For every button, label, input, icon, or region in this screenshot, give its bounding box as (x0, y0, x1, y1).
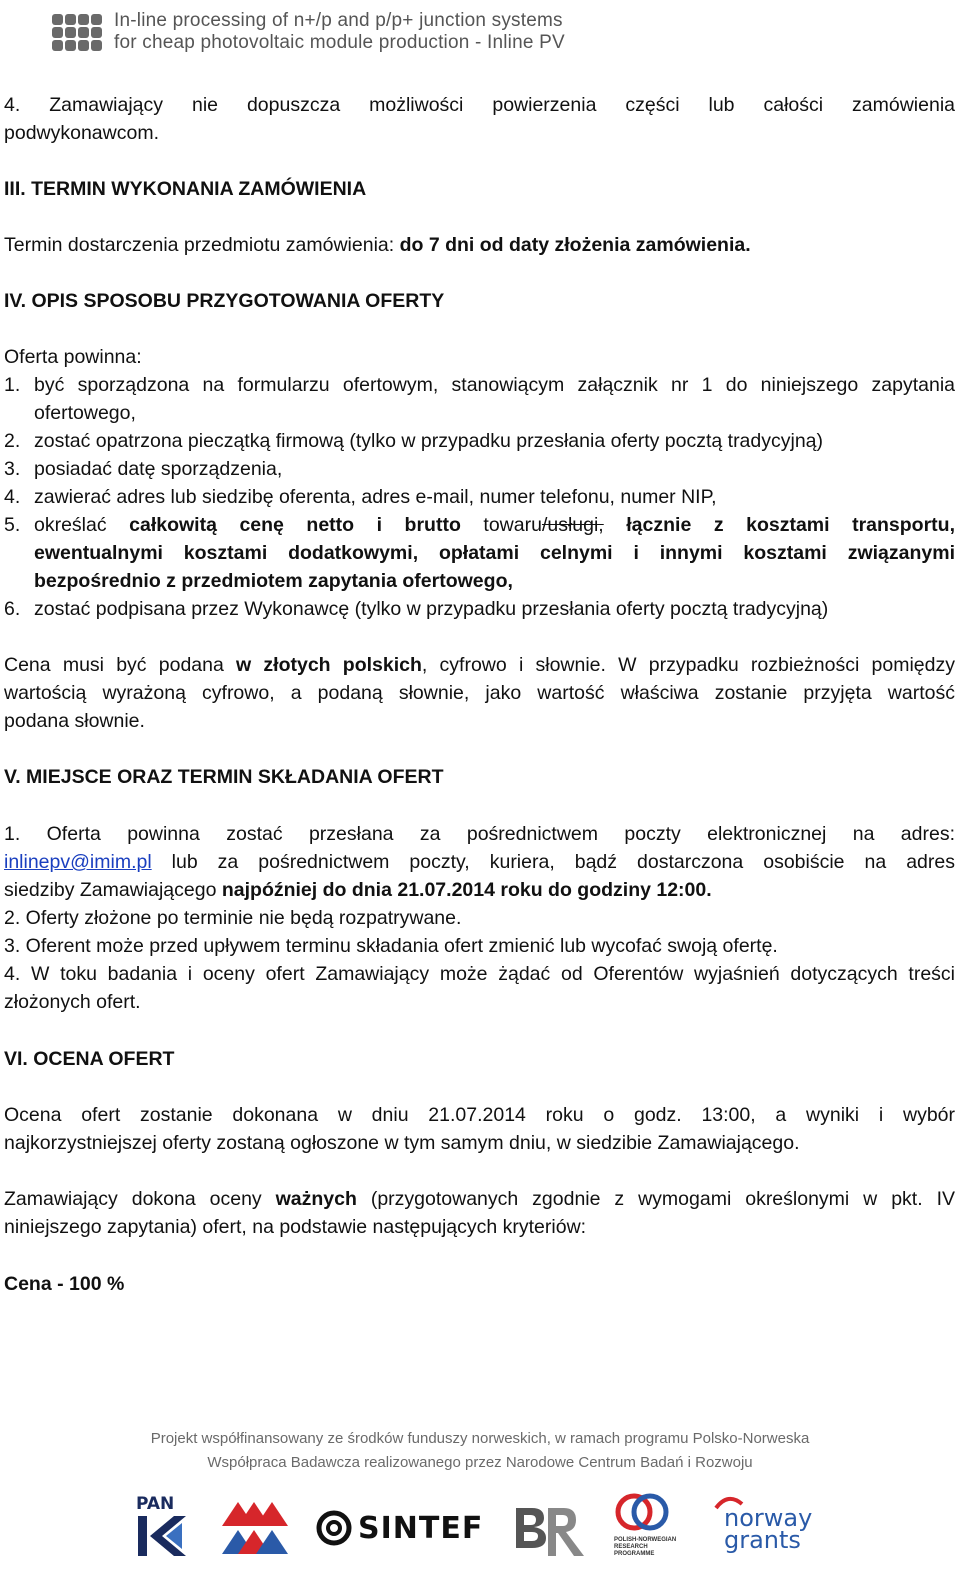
paragraph-line: podana słownie. (4, 710, 145, 732)
section-heading: IV. OPIS SPOSOBU PRZYGOTOWANIA OFERTY (4, 290, 445, 312)
header-line-1: In-line processing of n+/p and p/p+ junction systems (114, 10, 563, 31)
paragraph-line: 1. Oferta powinna zostać przesłana za pośrednictwem poczty elektronicznej na adres: (4, 823, 955, 845)
sintef-logo-icon: SINTEF (316, 1508, 496, 1548)
paragraph-line: 4. Zamawiający nie dopuszcza możliwości powierzenia części lub całości zamówienia (4, 94, 956, 116)
paragraph-line: niniejszego zapytania) ofert, na podstawie następujących kryteriów: (4, 1216, 587, 1238)
list-item: ewentualnymi kosztami dodatkowymi, opłatami celnymi i innymi kosztami związanymi (34, 542, 955, 564)
criterion-line: Cena - 100 % (4, 1273, 125, 1295)
paragraph-line: najkorzystniejszej oferty zostaną ogłoszone w tym samym dniu, w siedzibie Zamawiającego. (4, 1132, 800, 1154)
paragraph-line: siedziby Zamawiającego najpóźniej do dnia 21.07.2014 roku do godziny 12:00. (4, 879, 712, 901)
paragraph-line: Zamawiający dokona oceny ważnych (przygotowanych zgodnie z wymogami określonymi w pkt. IV (4, 1188, 955, 1210)
paragraph-line: 3. Oferent może przed upływem terminu składania ofert zmienić lub wycofać swoją ofertę. (4, 935, 778, 957)
page-header (52, 5, 565, 59)
paragraph-line: podwykonawcom. (4, 122, 159, 144)
section-heading: VI. OCENA OFERT (4, 1048, 175, 1070)
list-number: 1. (4, 374, 21, 396)
inline-pv-logo-icon (52, 14, 102, 51)
paragraph-line: 4. W toku badania i oceny ofert Zamawiający może żądać od Oferentów wyjaśnień dotyczących treści (4, 963, 955, 985)
list-item: być sporządzona na formularzu ofertowym, stanowiącym załącznik nr 1 do niniejszego zapytania (34, 374, 955, 396)
email-link[interactable]: inlinepv@imim.pl (4, 851, 152, 873)
footer-logos (0, 1490, 960, 1562)
list-item: zostać podpisana przez Wykonawcę (tylko w przypadku przesłania oferty pocztą tradycyjną) (34, 598, 829, 620)
norway-grants-logo-icon: norway grants (714, 1494, 824, 1558)
list-item: ofertowego, (34, 402, 136, 424)
paragraph-line: Oferta powinna: (4, 346, 142, 368)
list-number: 3. (4, 458, 21, 480)
br-logo-icon (512, 1500, 592, 1560)
header-line-2: for cheap photovoltaic module production - Inline PV (114, 32, 565, 53)
list-number: 2. (4, 430, 21, 452)
paragraph-line: Cena musi być podana w złotych polskich, cyfrowo i słownie. W przypadku rozbieżności pomiędzy (4, 654, 955, 676)
paragraph-line: Termin dostarczenia przedmiotu zamówienia: do 7 dni od daty złożenia zamówienia. (4, 234, 751, 256)
section-heading: III. TERMIN WYKONANIA ZAMÓWIENIA (4, 178, 367, 200)
pn-research-logo-icon: POLISH-NORWEGIAN RESEARCH PROGRAMME (614, 1492, 694, 1558)
imim-logo-icon (220, 1496, 290, 1558)
section-heading: V. MIEJSCE ORAZ TERMIN SKŁADANIA OFERT (4, 766, 444, 788)
paragraph-line: 2. Oferty złożone po terminie nie będą rozpatrywane. (4, 907, 462, 929)
list-number: 4. (4, 486, 21, 508)
list-item: określać całkowitą cenę netto i brutto towaru/usługi, łącznie z kosztami transportu, (34, 514, 955, 536)
list-number: 6. (4, 598, 21, 620)
paragraph-line: złożonych ofert. (4, 991, 141, 1013)
list-item: zawierać adres lub siedzibę oferenta, adres e-mail, numer telefonu, numer NIP, (34, 486, 717, 508)
paragraph-line: inlinepv@imim.pl lub za pośrednictwem poczty, kuriera, bądź dostarczona osobiście na adres (4, 851, 955, 873)
list-item: zostać opatrzona pieczątką firmową (tylko w przypadku przesłania oferty pocztą tradycyjną) (34, 430, 824, 452)
list-item: posiadać datę sporządzenia, (34, 458, 283, 480)
list-number: 5. (4, 514, 21, 536)
footer-line-1: Projekt współfinansowany ze środków funduszy norweskich, w ramach programu Polsko-Norweska (150, 1430, 810, 1447)
list-item: bezpośrednio z przedmiotem zapytania ofertowego, (34, 570, 513, 592)
footer-line-2: Współpraca Badawcza realizowanego przez Narodowe Centrum Badań i Rozwoju (207, 1454, 753, 1471)
paragraph-line: wartością wyrażoną cyfrowo, a podaną słownie, jako wartość właściwa zostanie przyjęta wartość (4, 682, 955, 704)
pan-logo-icon: PAN (136, 1494, 196, 1558)
header-title (114, 10, 565, 54)
paragraph-line: Ocena ofert zostanie dokonana w dniu 21.07.2014 roku o godz. 13:00, a wyniki i wybór (4, 1104, 955, 1126)
